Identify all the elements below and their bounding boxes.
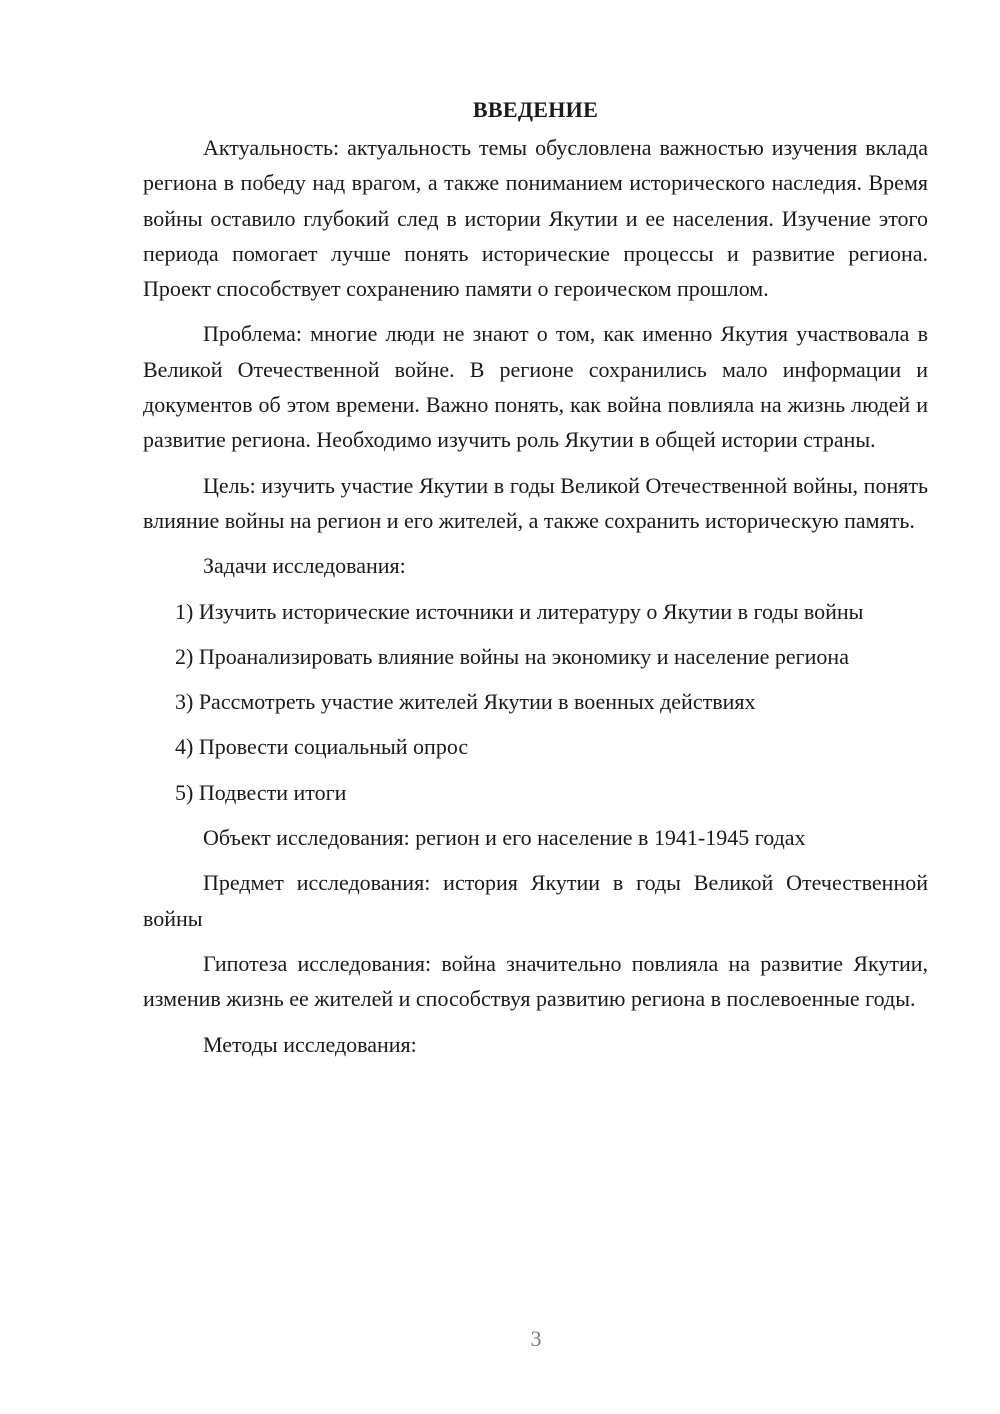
task-item-4: 4) Провести социальный опрос <box>175 734 469 760</box>
task-item-5: 5) Подвести итоги <box>175 779 347 805</box>
section-heading: ВВЕДЕНИЕ <box>472 97 599 122</box>
task-item-3: 3) Рассмотреть участие жителей Якутии в военных действиях <box>175 689 756 715</box>
subject-paragraph: Предмет исследования: история Якутии в годы Великой Отечественной войны <box>143 870 928 931</box>
methods-heading: Методы исследования: <box>203 1031 417 1057</box>
task-item-2: 2) Проанализировать влияние войны на экономику и население региона <box>175 643 849 669</box>
problem-paragraph: Проблема: многие люди не знают о том, как именно Якутия участвовала в Великой Отечественной войне. В регионе сохранились мало информации и документов об этом времени. Важно понять, как война повлияла на жизнь людей и развитие региона. Необходимо изучить роль Якутии в общей истории страны. <box>143 321 928 453</box>
goal-paragraph: Цель: изучить участие Якутии в годы Великой Отечественной войны, понять влияние войны на регион и его жителей, а также сохранить историческую память. <box>143 472 928 533</box>
task-item-1: 1) Изучить исторические источники и литературу о Якутии в годы войны <box>175 598 864 624</box>
page-number: 3 <box>530 1326 542 1351</box>
tasks-heading: Задачи исследования: <box>203 553 406 579</box>
relevance-paragraph: Актуальность: актуальность темы обусловлена важностью изучения вклада региона в победу над врагом, а также пониманием исторического наследия. Время войны оставило глубокий след в истории Якутии и ее населения. Изучение этого периода помогает лучше понять исторические процессы и развитие региона. Проект способствует сохранению памяти о героическом прошлом. <box>143 135 928 302</box>
object-paragraph: Объект исследования: регион и его население в 1941-1945 годах <box>203 825 806 851</box>
hypothesis-paragraph: Гипотеза исследования: война значительно повлияла на развитие Якутии, изменив жизнь ее жителей и способствуя развитию региона в послевоенные годы. <box>143 950 928 1012</box>
document-page <box>143 92 928 1072</box>
